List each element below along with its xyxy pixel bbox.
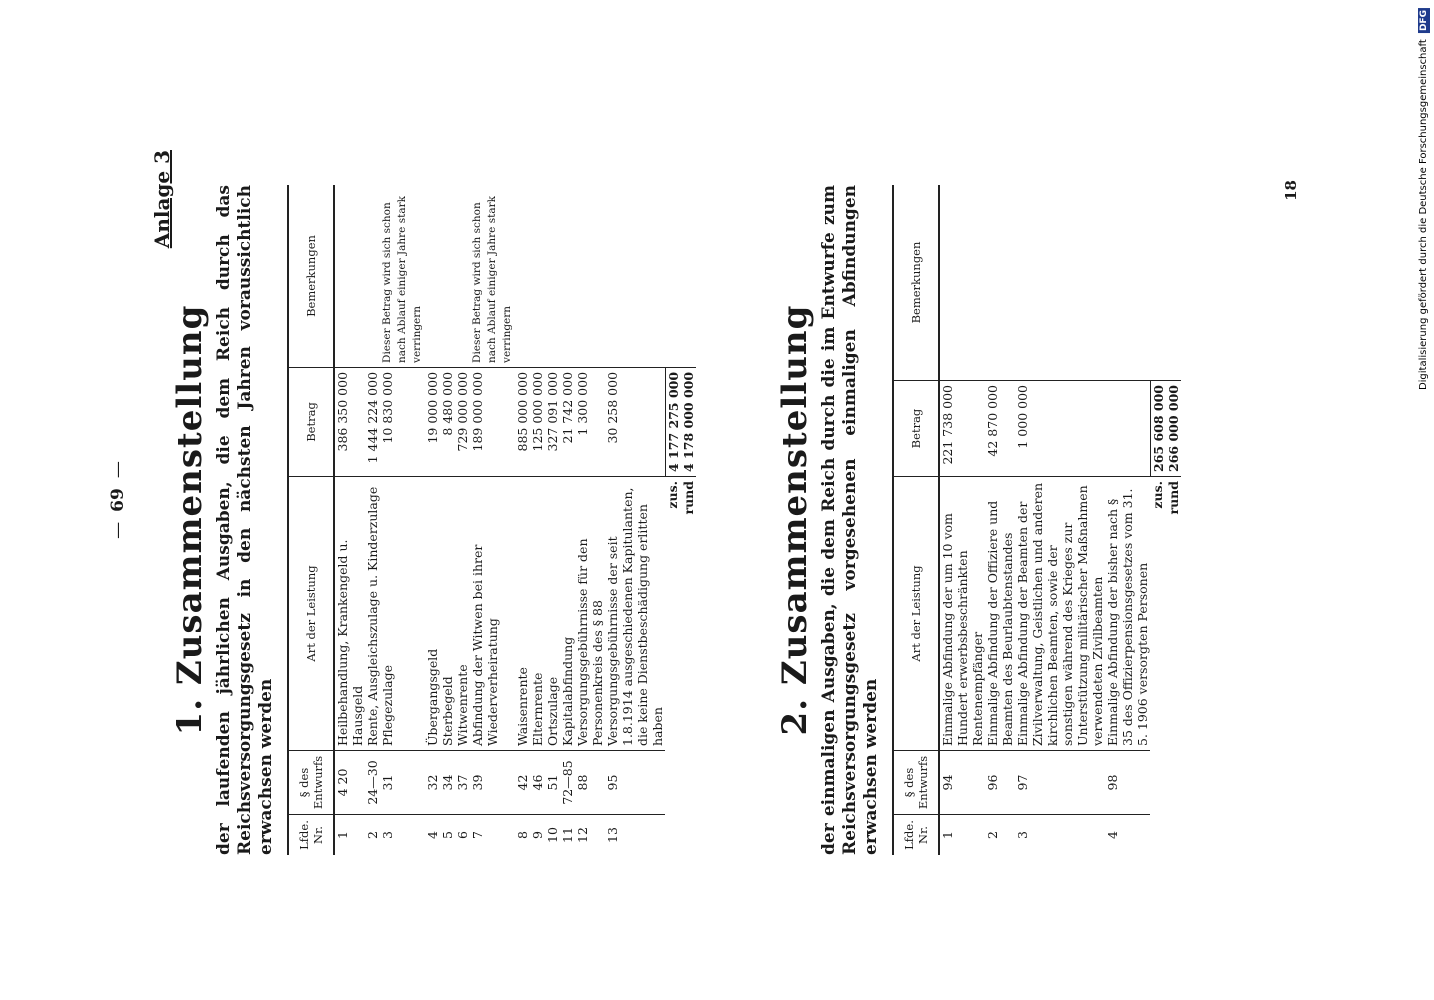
row-betrag: 8 480 000 bbox=[440, 367, 455, 476]
row-nr: 3 bbox=[380, 831, 395, 839]
sum-row bbox=[665, 185, 681, 855]
col-nr: Lfde. Nr. bbox=[288, 815, 334, 856]
table-row bbox=[605, 185, 665, 855]
row-betrag: 21 742 000 bbox=[560, 367, 575, 476]
table-row bbox=[560, 185, 575, 855]
rund-row-label: rund bbox=[680, 481, 696, 515]
section-2-table bbox=[892, 185, 1181, 855]
row-betrag: 729 000 000 bbox=[455, 367, 470, 476]
rund-row-value: 4 178 000 000 bbox=[681, 367, 696, 476]
row-art: Pflegezulage bbox=[380, 477, 425, 751]
row-bemerkung: Dieser Betrag wird sich schon nach Ablauf einiger Jahre stark verringern bbox=[470, 185, 515, 367]
col-bem: Bemerkungen bbox=[893, 185, 939, 381]
row-paragraph: 37 bbox=[455, 751, 470, 815]
row-nr: 1 bbox=[940, 831, 955, 839]
row-nr: 3 bbox=[1015, 831, 1030, 839]
section-2-title: 2. Zusammenstellung bbox=[775, 304, 815, 736]
sum-row-label: zus. bbox=[665, 481, 680, 509]
row-nr: 10 bbox=[545, 827, 560, 843]
dash-right: — bbox=[108, 461, 128, 479]
col-betrag: Betrag bbox=[288, 367, 334, 476]
row-nr: 1 bbox=[335, 831, 350, 839]
row-betrag: 327 091 000 bbox=[545, 367, 560, 476]
row-paragraph: 4 20 bbox=[334, 751, 365, 815]
rund-row-empty bbox=[1166, 185, 1181, 381]
row-bemerkung bbox=[985, 185, 1015, 381]
row-betrag: 189 000 000 bbox=[470, 367, 515, 476]
row-nr: 11 bbox=[560, 827, 575, 843]
rund-row-value: 266 000 000 bbox=[1166, 381, 1181, 477]
row-betrag: 885 000 000 bbox=[515, 367, 530, 476]
rund-row-label: rund bbox=[1165, 481, 1181, 515]
row-art: Sterbegeld bbox=[440, 477, 455, 751]
row-bemerkung bbox=[575, 185, 605, 367]
row-betrag: 1 300 000 bbox=[575, 367, 605, 476]
row-nr: 2 bbox=[365, 831, 380, 839]
row-paragraph: 34 bbox=[440, 751, 455, 815]
row-betrag: 1 000 000 bbox=[1015, 381, 1105, 477]
table-row bbox=[380, 185, 425, 855]
row-paragraph: 46 bbox=[530, 751, 545, 815]
row-paragraph: 32 bbox=[425, 751, 440, 815]
section-1-title: 1. Zusammenstellung bbox=[170, 304, 210, 736]
table-row bbox=[545, 185, 560, 855]
section-1-subtitle: der laufenden jährlichen Ausgaben, die dem Reich durch das Reichsversorgungsgesetz in den nächsten Jahren voraussichtlich erwachsen werden bbox=[214, 185, 276, 855]
sum-row-empty bbox=[665, 185, 681, 367]
sum-row-value: 4 177 275 000 bbox=[665, 367, 681, 476]
row-betrag: 221 738 000 bbox=[939, 381, 985, 477]
anlage-label: Anlage 3 bbox=[150, 150, 174, 249]
sum-row bbox=[1150, 185, 1166, 855]
row-paragraph: 97 bbox=[1015, 751, 1105, 815]
row-paragraph: 96 bbox=[985, 751, 1015, 815]
section-2-subtitle: der einmaligen Ausgaben, die dem Reich durch die im Entwurfe zum Reichsversorgungsgesetz vorgesehenen einmaligen Abfindungen erwachsen werden bbox=[819, 185, 881, 855]
section-2 bbox=[775, 185, 1181, 855]
row-paragraph: 42 bbox=[515, 751, 530, 815]
page-number bbox=[108, 0, 128, 1000]
table-row bbox=[440, 185, 455, 855]
row-paragraph: 51 bbox=[545, 751, 560, 815]
row-paragraph: 24—30 bbox=[365, 751, 380, 815]
table-row bbox=[530, 185, 545, 855]
row-nr: 9 bbox=[530, 831, 545, 839]
row-paragraph: 72—85 bbox=[560, 751, 575, 815]
row-bemerkung bbox=[560, 185, 575, 367]
row-art: Elternrente bbox=[530, 477, 545, 751]
row-art: Abfindung der Witwen bei ihrer Wiederverheiratung bbox=[470, 477, 515, 751]
row-nr: 6 bbox=[455, 831, 470, 839]
row-betrag: 125 000 000 bbox=[530, 367, 545, 476]
table-row bbox=[1105, 185, 1150, 855]
row-betrag: 42 870 000 bbox=[985, 381, 1015, 477]
col-nr: Lfde. Nr. bbox=[893, 815, 939, 856]
row-betrag: 10 830 000 bbox=[380, 367, 425, 476]
row-art: Ortszulage bbox=[545, 477, 560, 751]
table-row bbox=[1015, 185, 1105, 855]
row-betrag: 1 444 224 000 bbox=[365, 367, 380, 476]
row-nr: 2 bbox=[985, 831, 1000, 839]
row-bemerkung bbox=[334, 185, 365, 367]
rund-row bbox=[1166, 185, 1181, 855]
row-paragraph: 88 bbox=[575, 751, 605, 815]
col-bem: Bemerkungen bbox=[288, 185, 334, 367]
col-par: § des Entwurfs bbox=[288, 751, 334, 815]
row-bemerkung bbox=[515, 185, 530, 367]
col-par: § des Entwurfs bbox=[893, 751, 939, 815]
rund-row bbox=[681, 185, 696, 855]
table-row bbox=[985, 185, 1015, 855]
row-bemerkung bbox=[455, 185, 470, 367]
row-art: Einmalige Abfindung der bisher nach § 35 des Offizierpensionsgesetzes vom 31. 5. 1906 versorgten Personen bbox=[1105, 477, 1150, 751]
row-art: Versorgungsgebührnisse für den Personenkreis des § 88 bbox=[575, 477, 605, 751]
dash-left: — bbox=[108, 521, 128, 539]
table-row bbox=[334, 185, 365, 855]
sum-row-empty bbox=[1150, 185, 1166, 381]
section-1 bbox=[170, 185, 696, 855]
row-paragraph: 95 bbox=[605, 751, 665, 815]
row-bemerkung bbox=[1015, 185, 1105, 381]
dfg-text: Digitalisierung gefördert durch die Deutsche Forschungsgemeinschaft bbox=[1418, 39, 1429, 391]
row-nr: 4 bbox=[425, 831, 440, 839]
col-betrag: Betrag bbox=[893, 381, 939, 477]
row-nr: 5 bbox=[440, 831, 455, 839]
row-bemerkung bbox=[605, 185, 665, 367]
row-art: Heilbehandlung, Krankengeld u. Hausgeld bbox=[334, 477, 365, 751]
table-row bbox=[425, 185, 440, 855]
sum-row-label: zus. bbox=[1150, 481, 1165, 509]
table-row bbox=[939, 185, 985, 855]
row-bemerkung bbox=[440, 185, 455, 367]
row-betrag bbox=[1105, 381, 1150, 477]
row-betrag: 30 258 000 bbox=[605, 367, 665, 476]
row-art: Kapitalabfindung bbox=[560, 477, 575, 751]
row-art: Rente, Ausgleichszulage u. Kinderzulage bbox=[365, 477, 380, 751]
row-nr: 4 bbox=[1105, 831, 1120, 839]
row-bemerkung bbox=[1105, 185, 1150, 381]
row-betrag: 19 000 000 bbox=[425, 367, 440, 476]
table-row bbox=[575, 185, 605, 855]
dfg-logo-icon: DFG bbox=[1419, 10, 1429, 32]
row-nr: 13 bbox=[605, 827, 620, 843]
row-paragraph: 94 bbox=[939, 751, 985, 815]
page-number-value: 69 bbox=[108, 488, 128, 512]
col-art: Art der Leistung bbox=[893, 477, 939, 751]
row-paragraph: 39 bbox=[470, 751, 515, 815]
row-art: Versorgungsgebührnisse der seit 1.8.1914 ausgeschiedenen Kapitulanten, die keine Dienstbeschädigung erlitten haben bbox=[605, 477, 665, 751]
col-art: Art der Leistung bbox=[288, 477, 334, 751]
table-row bbox=[365, 185, 380, 855]
row-bemerkung bbox=[365, 185, 380, 367]
row-art: Einmalige Abfindung der Offiziere und Beamten des Beurlaubtenstandes bbox=[985, 477, 1015, 751]
table-row bbox=[515, 185, 530, 855]
row-art: Witwenrente bbox=[455, 477, 470, 751]
row-bemerkung: Dieser Betrag wird sich schon nach Ablauf einiger Jahre stark verringern bbox=[380, 185, 425, 367]
sum-row-value: 265 608 000 bbox=[1150, 381, 1166, 477]
row-art: Einmalige Abfindung der Beamten der Zivilverwaltung, Geistlichen und anderen kirchlichen Beamten, sowie der sonstigen während des Krieges zur Unterstützung militärischer Maßnahmen verwendeten Zivilbeamten bbox=[1015, 477, 1105, 751]
section-1-table bbox=[287, 185, 696, 855]
row-art: Übergangsgeld bbox=[425, 477, 440, 751]
row-bemerkung bbox=[545, 185, 560, 367]
row-bemerkung bbox=[939, 185, 985, 381]
dfg-sidebar bbox=[1418, 8, 1430, 390]
row-paragraph: 31 bbox=[380, 751, 425, 815]
row-paragraph: 98 bbox=[1105, 751, 1150, 815]
table-row bbox=[470, 185, 515, 855]
rund-row-empty bbox=[681, 185, 696, 367]
row-art: Waisenrente bbox=[515, 477, 530, 751]
row-art: Einmalige Abfindung der um 10 vom Hundert erwerbsbeschränkten Rentenempfänger bbox=[939, 477, 985, 751]
footer-number: 18 bbox=[1282, 180, 1300, 201]
row-nr: 12 bbox=[575, 827, 590, 843]
row-nr: 8 bbox=[515, 831, 530, 839]
row-bemerkung bbox=[530, 185, 545, 367]
row-nr: 7 bbox=[470, 831, 485, 839]
row-bemerkung bbox=[425, 185, 440, 367]
table-row bbox=[455, 185, 470, 855]
row-betrag: 386 350 000 bbox=[334, 367, 365, 476]
